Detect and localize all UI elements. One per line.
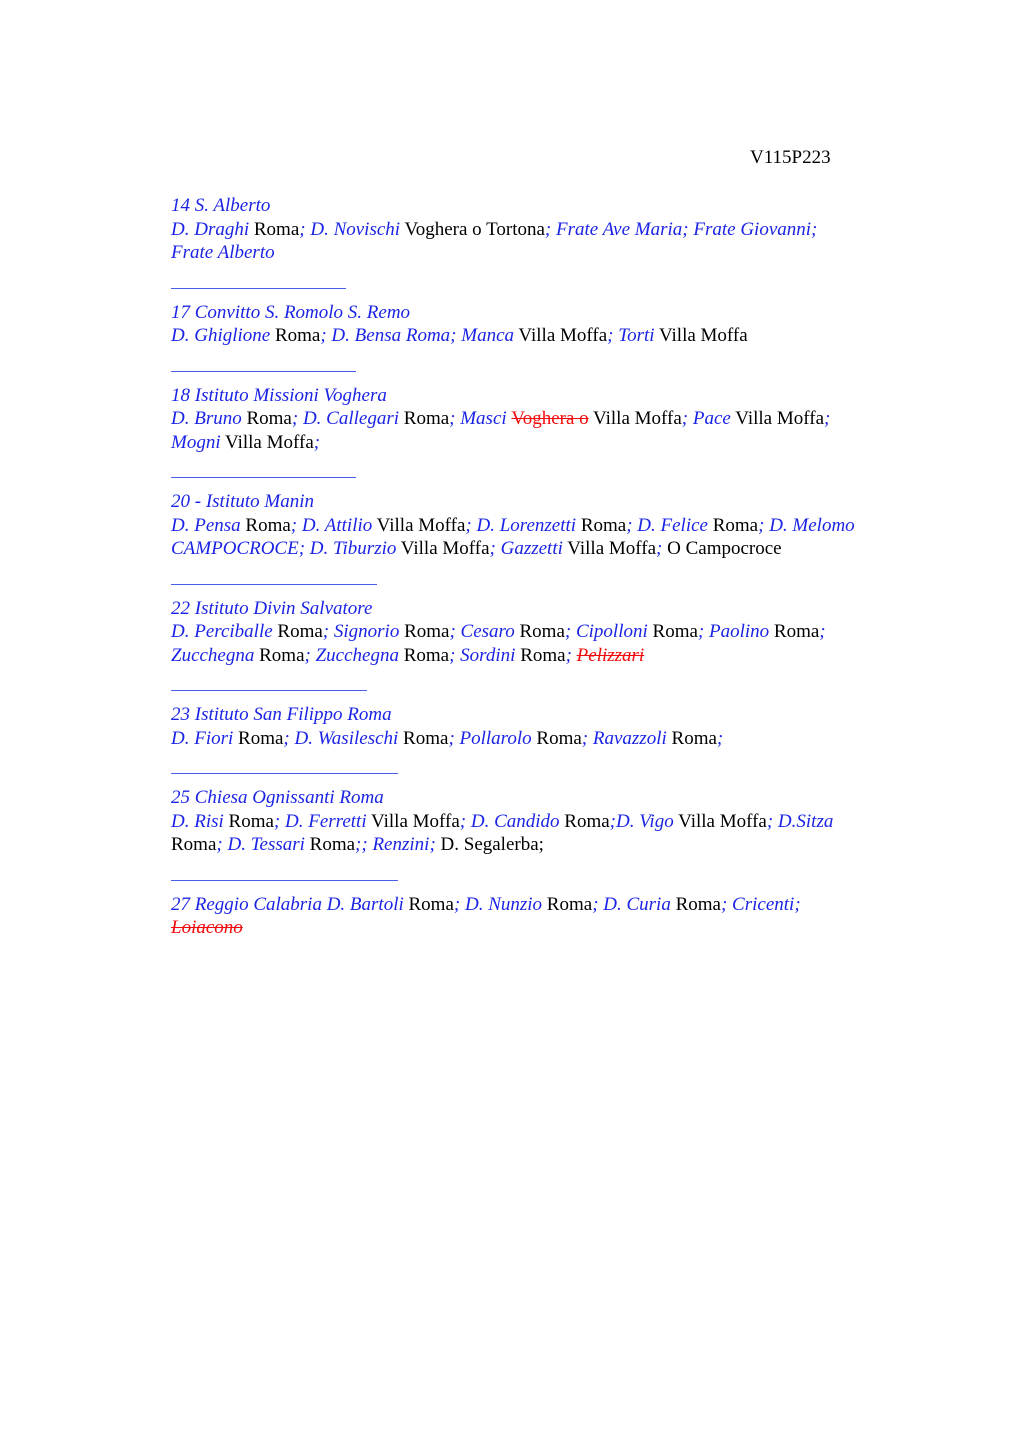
institute-section	[171, 301, 931, 372]
section-divider	[171, 584, 377, 585]
name-text: CAMPOCROCE; D. Tiburzio	[171, 538, 397, 559]
name-text: ; Pollarolo	[448, 727, 532, 749]
name-text: ; Cipolloni	[564, 621, 648, 642]
assignment-line	[171, 620, 931, 644]
section-heading	[171, 490, 931, 514]
name-text: ; D. Curia	[592, 893, 671, 915]
section-divider	[171, 477, 356, 478]
place-text: O Campocroce	[662, 538, 782, 559]
section-divider	[171, 288, 346, 289]
place-text: Roma	[647, 621, 698, 642]
deleted-name-text: Loiacono	[171, 917, 243, 938]
name-text: ; Ravazzoli	[581, 727, 667, 749]
name-text: ; D. Ferretti	[273, 810, 367, 832]
place-text: Roma	[399, 408, 450, 429]
name-text: ; D. Candido	[459, 810, 560, 832]
section-divider	[171, 690, 367, 691]
deleted-name-text: Pelizzari	[576, 644, 645, 666]
place-text: Villa Moffa	[396, 538, 490, 559]
name-text: D. Ghiglione	[171, 325, 271, 346]
assignment-line	[171, 514, 931, 538]
institute-section	[171, 786, 931, 881]
page-identifier: V115P223	[750, 147, 831, 168]
name-text: Zucchegna	[171, 644, 255, 666]
name-text: 18 Istituto Missioni Voghera	[171, 384, 387, 406]
name-text: ;	[819, 621, 826, 642]
name-text: ; Torti	[607, 325, 655, 346]
name-text: ; D. Felice	[626, 514, 708, 536]
place-text: Roma	[304, 834, 356, 855]
institute-section	[171, 597, 931, 692]
place-text: Roma	[666, 727, 717, 749]
place-text: Roma	[515, 644, 566, 666]
institute-section	[171, 194, 931, 289]
name-text: 17 Convitto S. Romolo S. Remo	[171, 301, 411, 323]
deleted-text: Voghera o	[511, 408, 589, 429]
place-text: Roma	[241, 408, 292, 429]
section-divider	[171, 773, 398, 774]
name-text: 23 Istituto San Filippo Roma	[171, 704, 392, 725]
place-text: Roma	[559, 810, 610, 832]
place-text: Roma	[223, 810, 274, 832]
name-text: ;	[565, 644, 577, 666]
name-text: ; Pace	[681, 408, 731, 429]
institute-section	[171, 893, 931, 940]
institute-section	[171, 384, 931, 479]
name-text: ;; Renzini;	[355, 834, 436, 855]
assignment-line	[171, 833, 931, 857]
place-text: Roma	[272, 621, 323, 642]
institute-section	[171, 703, 931, 774]
name-text: ; Zucchegna	[304, 644, 399, 666]
section-heading	[171, 893, 931, 917]
name-text: ; Signorio	[322, 621, 400, 642]
name-text: 27 Reggio Calabria D. Bartoli	[171, 893, 404, 915]
name-text: ; D. Melomo	[758, 514, 855, 536]
name-text: D. Perciballe	[171, 621, 273, 642]
place-text: Villa Moffa	[730, 408, 825, 429]
name-text: ;	[716, 727, 724, 749]
name-text: ; D. Nunzio	[453, 893, 543, 915]
assignment-line	[171, 407, 931, 431]
assignment-line	[171, 218, 931, 242]
place-text: Roma	[254, 644, 305, 666]
section-divider	[171, 371, 356, 372]
name-text: ;	[313, 431, 321, 453]
place-text: Roma	[576, 514, 627, 536]
place-text: Roma	[398, 727, 449, 749]
name-text: D. Draghi	[171, 218, 250, 240]
place-text: Villa Moffa	[588, 408, 682, 429]
section-heading	[171, 786, 931, 810]
place-text: Roma	[240, 514, 291, 536]
assignment-line	[171, 916, 931, 940]
place-text: Roma	[670, 893, 721, 915]
name-text: 14 S. Alberto	[171, 195, 271, 216]
place-text: Roma	[171, 834, 217, 855]
place-text: Roma	[531, 727, 582, 749]
section-divider	[171, 880, 398, 881]
assignment-line	[171, 644, 931, 668]
place-text: Villa Moffa	[514, 325, 608, 346]
name-text: ; Gazzetti	[489, 538, 563, 559]
name-text: ; Frate Ave Maria; Frate Giovanni;	[544, 218, 818, 240]
name-text: ; Sordini	[449, 644, 516, 666]
name-text: ; Cricenti;	[720, 893, 801, 915]
name-text: 20 - Istituto Manin	[171, 491, 315, 512]
assignment-line	[171, 324, 931, 348]
name-text: ; Cesaro	[449, 621, 515, 642]
name-text: D. Bruno	[171, 408, 242, 429]
name-text: ; D. Novischi	[299, 218, 401, 240]
name-text: ; D. Tessari	[216, 834, 305, 855]
name-text: ; D.Sitza	[766, 810, 834, 832]
name-text: ;	[656, 538, 663, 559]
place-text: Villa Moffa	[366, 810, 460, 832]
place-text: Villa Moffa	[654, 325, 748, 346]
place-text: Roma	[233, 727, 284, 749]
name-text: ; Paolino	[697, 621, 770, 642]
place-text: Villa Moffa	[220, 431, 314, 453]
place-text: D. Segalerba;	[435, 834, 544, 855]
name-text: D. Pensa	[171, 514, 241, 536]
place-text: Roma	[403, 893, 454, 915]
name-text: ; D. Bensa Roma; Manca	[320, 325, 515, 346]
section-heading	[171, 384, 931, 408]
assignment-line	[171, 431, 931, 455]
place-text: Roma	[399, 621, 450, 642]
name-text: 25 Chiesa Ognissanti Roma	[171, 787, 384, 808]
name-text: ;	[824, 408, 831, 429]
section-heading	[171, 194, 931, 218]
name-text: Mogni	[171, 431, 221, 453]
institute-section	[171, 490, 931, 585]
name-text: ; D. Lorenzetti	[465, 514, 577, 536]
place-text: Roma	[398, 644, 450, 666]
place-text: Voghera o Tortona	[400, 218, 545, 240]
name-text: D. Fiori	[171, 727, 234, 749]
place-text: Villa Moffa	[562, 538, 657, 559]
place-text: Roma	[514, 621, 565, 642]
name-text: 22 Istituto Divin Salvatore	[171, 597, 373, 619]
place-text: Roma	[707, 514, 759, 536]
name-text: ; Masci	[449, 408, 512, 429]
place-text: Roma	[542, 893, 593, 915]
place-text: Roma	[769, 621, 820, 642]
section-heading	[171, 301, 931, 325]
name-text: Frate Alberto	[171, 242, 275, 263]
place-text: Roma	[270, 325, 321, 346]
section-heading	[171, 703, 931, 727]
section-heading	[171, 597, 931, 621]
document-body	[171, 194, 931, 940]
place-text: Villa Moffa	[372, 514, 466, 536]
place-text: Roma	[249, 218, 300, 240]
assignment-line	[171, 810, 931, 834]
name-text: D. Risi	[171, 810, 224, 832]
name-text: ; D. Wasileschi	[283, 727, 399, 749]
assignment-line	[171, 537, 931, 561]
name-text: ;D. Vigo	[609, 810, 674, 832]
place-text: Villa Moffa	[673, 810, 767, 832]
assignment-line	[171, 727, 931, 751]
name-text: ; D. Callegari	[291, 408, 400, 429]
assignment-line	[171, 241, 931, 265]
name-text: ; D. Attilio	[290, 514, 373, 536]
